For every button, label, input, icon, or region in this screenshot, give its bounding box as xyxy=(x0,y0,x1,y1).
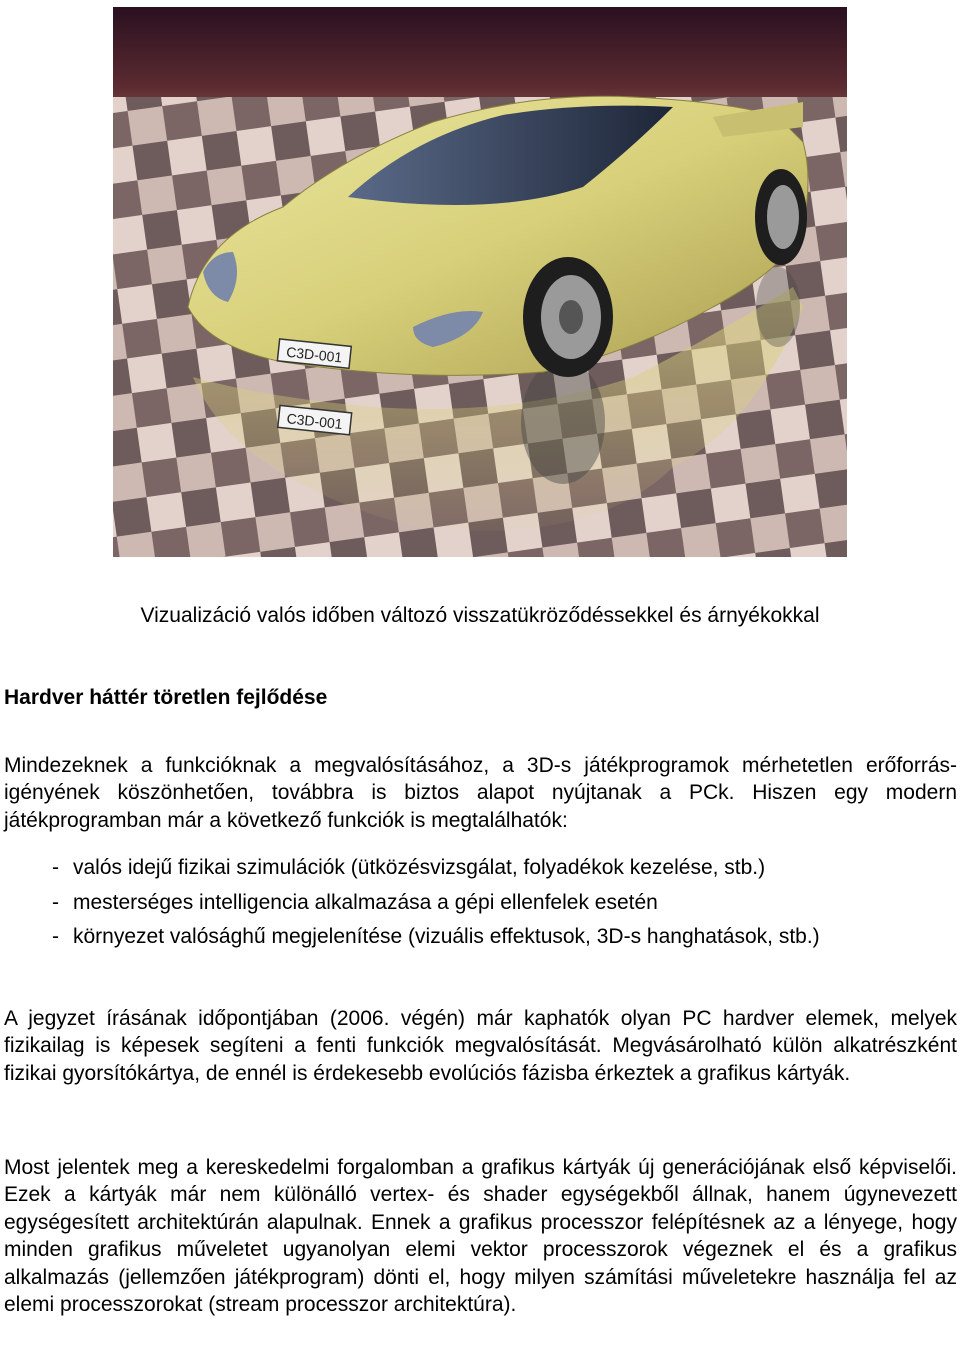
paragraph-hardware: A jegyzet írásának időpontjában (2006. végén) már kaphatók olyan PC hardver elemek, melyek fizikailag is képesek segíteni a fenti funkciók megvalósítását. Megvásárolható külön alkatrészként fizikai gyorsítókártya, de ennél is érdekesebb evolúciós fázisba érkeztek a grafikus kártyák. xyxy=(4,1007,957,1085)
plate-text: C3D-001 xyxy=(285,343,343,366)
figure-caption: Vizualizáció valós időben változó visszatükröződéssekkel és árnyékokkal xyxy=(140,604,820,627)
paragraph-intro: Mindezeknek a funkcióknak a megvalósításához, a 3D-s játékprogramok mérhetetlen erőforrás-igényének köszönhetően, továbbra is biztos alapot nyújtanak a PCk. Hiszen egy modern játékprogramban már a következő funkciók is megtalálhatók: xyxy=(4,754,957,832)
list-item: - mesterséges intelligencia alkalmazása a gépi ellenfelek esetén xyxy=(52,890,658,914)
list-item: - környezet valósághű megjelenítése (vizuális effektusok, 3D-s hanghatások, stb.) xyxy=(52,925,820,948)
car-render-image xyxy=(113,7,847,557)
plate-reflection-text: C3D-001 xyxy=(285,410,344,433)
feature-list xyxy=(52,851,952,955)
list-item: - valós idejű fizikai szimulációk (ütközésvizsgálat, folyadékok kezelése, stb.) xyxy=(52,856,766,879)
car-render-figure xyxy=(113,7,847,557)
section-heading: Hardver háttér töretlen fejlődése xyxy=(4,686,328,709)
paragraph-gpu: Most jelentek meg a kereskedelmi forgalomban a grafikus kártyák új generációjának első képviselői. Ezek a kártyák már nem különálló vertex- és shader egységekből állnak, hanem úgynevezett egységesített architektúrán alapulnak. Ennek a grafikus processzor felépítésnek az a lényege, hogy minden grafikus műveletet ugyanolyan elemi vektor processzorok végeznek el és a grafikus alkalmazás (jellemzően játékprogram) dönti el, hogy milyen számítási műveletekre használja fel az elemi processzorokat (stream processzor architektúra). xyxy=(4,1156,957,1317)
